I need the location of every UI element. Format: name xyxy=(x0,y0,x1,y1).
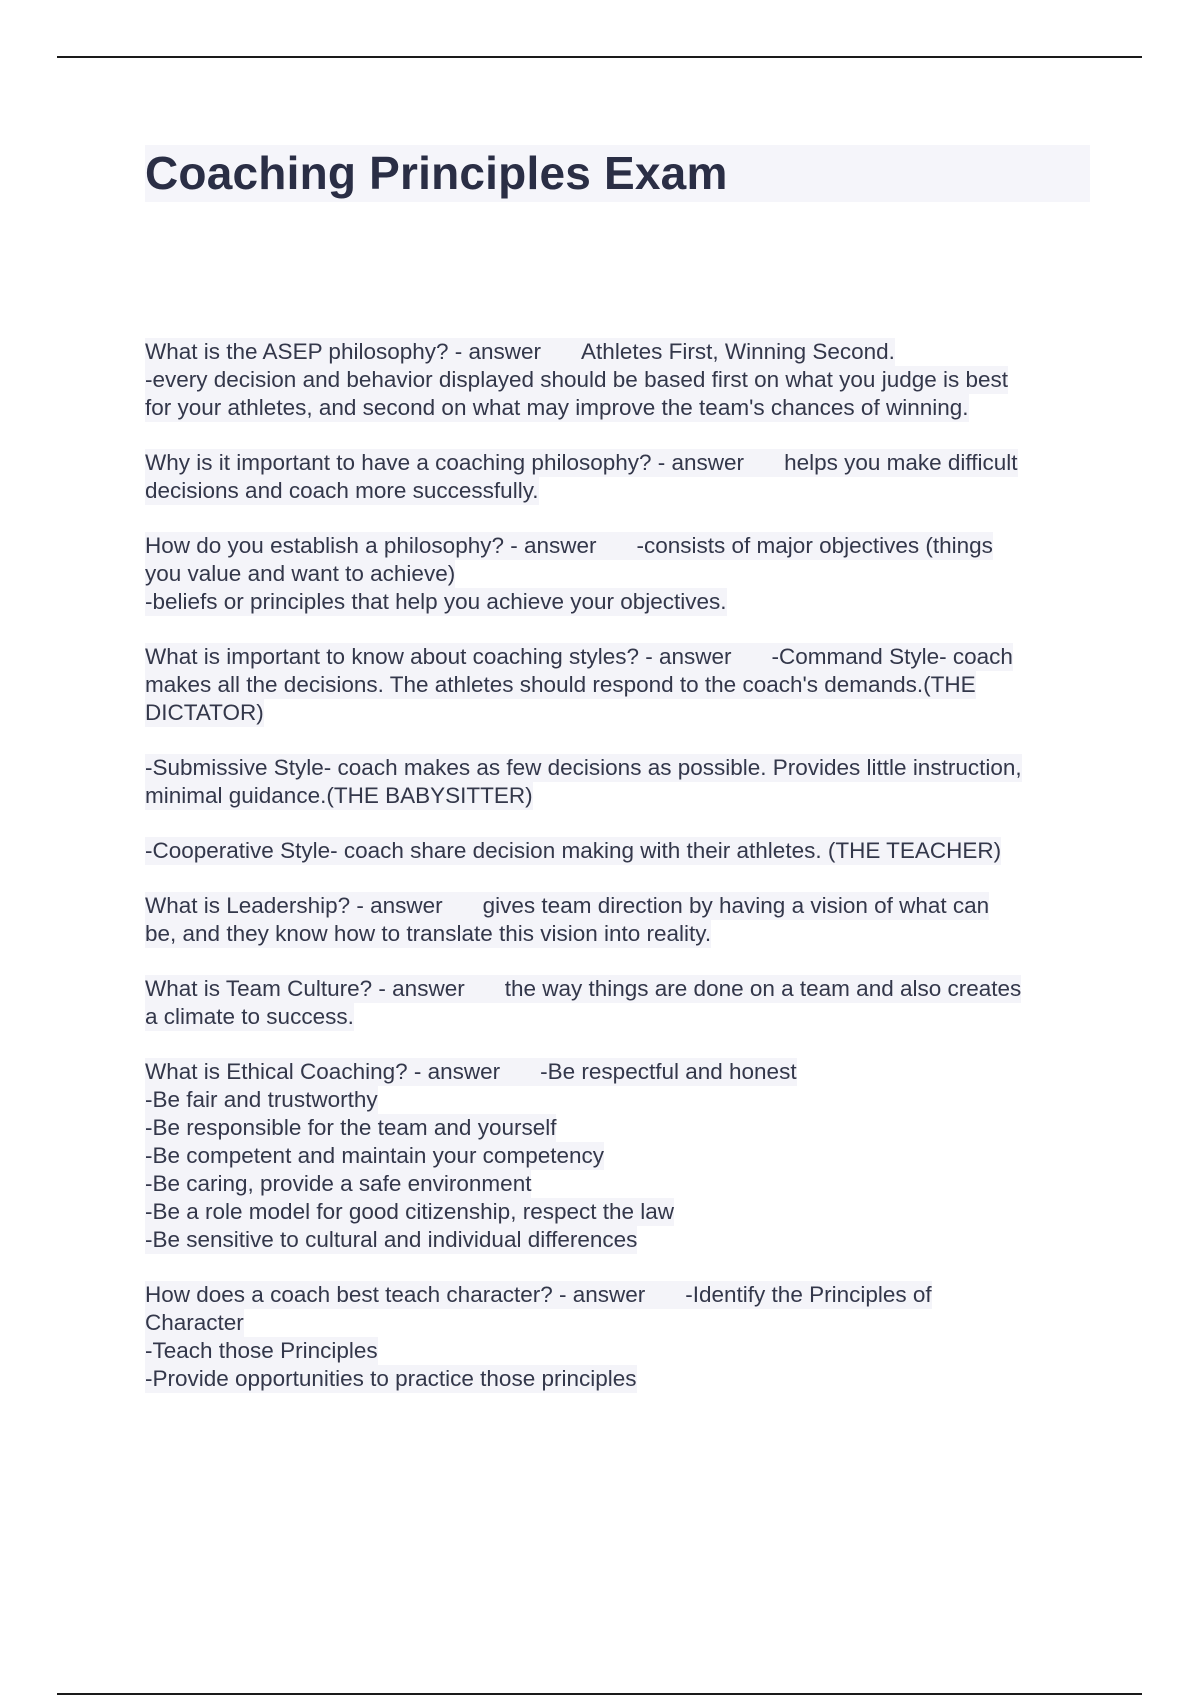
top-rule xyxy=(57,56,1142,58)
question-text: What is Ethical Coaching? - answer xyxy=(145,1059,501,1084)
answer-line: Athletes First, Winning Second. xyxy=(581,339,895,364)
answer-line: decisions and coach more successfully. xyxy=(145,478,539,503)
answer-line: DICTATOR) xyxy=(145,700,264,725)
answer-line: -Be caring, provide a safe environment xyxy=(145,1171,532,1196)
qa-item xyxy=(145,837,1095,865)
qa-item xyxy=(145,449,1095,505)
answer-line: Character xyxy=(145,1310,244,1335)
answer-line: be, and they know how to translate this vision into reality. xyxy=(145,921,712,946)
qa-list xyxy=(145,338,1095,1420)
qa-item xyxy=(145,1281,1095,1393)
qa-item xyxy=(145,754,1095,810)
answer-line: -Teach those Principles xyxy=(145,1338,378,1363)
answer-line: -Be fair and trustworthy xyxy=(145,1087,378,1112)
answer-line: makes all the decisions. The athletes should respond to the coach's demands.(THE xyxy=(145,672,976,697)
qa-item xyxy=(145,975,1095,1031)
answer-line: -every decision and behavior displayed should be based first on what you judge is best xyxy=(145,367,1009,392)
qa-item xyxy=(145,532,1095,616)
qa-item xyxy=(145,892,1095,948)
answer-line: for your athletes, and second on what may improve the team's chances of winning. xyxy=(145,395,969,420)
question-text: What is Team Culture? - answer xyxy=(145,976,465,1001)
answer-line: -Submissive Style- coach makes as few decisions as possible. Provides little instruction, xyxy=(145,755,1022,780)
answer-line: gives team direction by having a vision of what can xyxy=(482,893,990,918)
qa-first-line xyxy=(145,643,1013,671)
qa-first-line xyxy=(145,338,895,366)
answer-line: helps you make difficult xyxy=(784,450,1018,475)
qa-item xyxy=(145,643,1095,727)
answer-line: -Be responsible for the team and yourself xyxy=(145,1115,557,1140)
question-text: Why is it important to have a coaching philosophy? - answer xyxy=(145,450,745,475)
answer-line: the way things are done on a team and also creates xyxy=(504,976,1022,1001)
bottom-rule xyxy=(57,1693,1142,1695)
answer-line: -Command Style- coach xyxy=(771,644,1013,669)
question-text: How do you establish a philosophy? - answer xyxy=(145,533,597,558)
answer-line: -Be a role model for good citizenship, respect the law xyxy=(145,1199,675,1224)
answer-line: -Be sensitive to cultural and individual differences xyxy=(145,1227,638,1252)
qa-item xyxy=(145,338,1095,422)
answer-line: -consists of major objectives (things xyxy=(636,533,993,558)
question-text: What is the ASEP philosophy? - answer xyxy=(145,339,542,364)
qa-first-line xyxy=(145,532,993,560)
answer-line: a climate to success. xyxy=(145,1004,354,1029)
answer-line: -Provide opportunities to practice those principles xyxy=(145,1366,637,1391)
qa-item xyxy=(145,1058,1095,1254)
answer-line: -Cooperative Style- coach share decision making with their athletes. (THE TEACHER) xyxy=(145,838,1002,863)
qa-first-line xyxy=(145,975,1021,1003)
answer-line: -Be competent and maintain your competency xyxy=(145,1143,604,1168)
page-title: Coaching Principles Exam xyxy=(145,147,728,199)
question-text: How does a coach best teach character? - answer xyxy=(145,1282,646,1307)
answer-line: minimal guidance.(THE BABYSITTER) xyxy=(145,783,533,808)
qa-first-line xyxy=(145,449,1018,477)
answer-line: -Be respectful and honest xyxy=(540,1059,797,1084)
answer-line: -beliefs or principles that help you achieve your objectives. xyxy=(145,589,727,614)
qa-first-line xyxy=(145,1058,797,1086)
answer-line: you value and want to achieve) xyxy=(145,561,456,586)
question-text: What is Leadership? - answer xyxy=(145,893,443,918)
qa-first-line xyxy=(145,892,989,920)
question-text: What is important to know about coaching styles? - answer xyxy=(145,644,732,669)
qa-first-line xyxy=(145,1281,932,1309)
answer-line: -Identify the Principles of xyxy=(685,1282,932,1307)
